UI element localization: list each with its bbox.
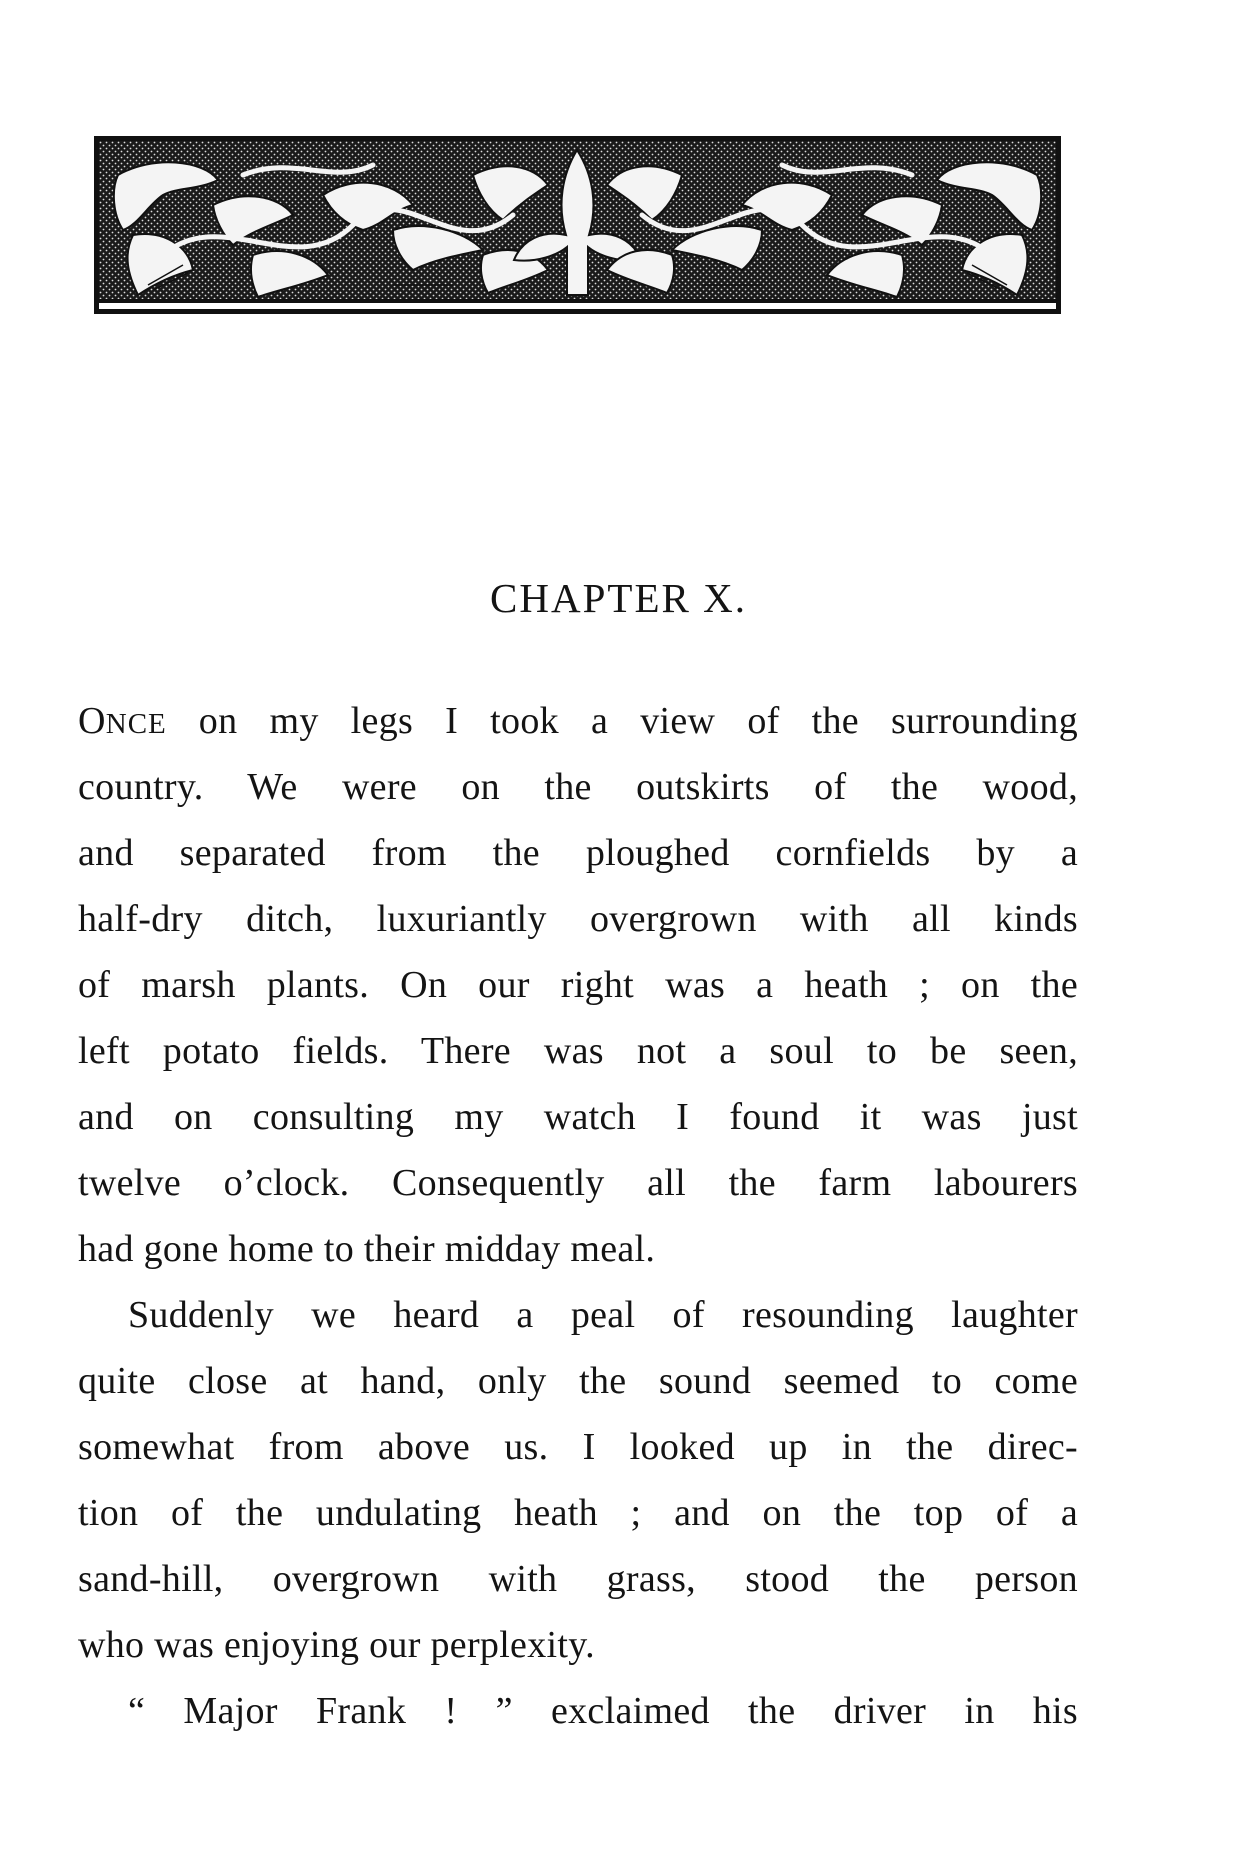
text-line: of marsh plants. On our right was a heath ; on the — [78, 964, 1078, 1006]
drop-word-small-caps: NCE — [105, 708, 167, 740]
ornamental-headpiece — [93, 135, 1062, 315]
text-line: quite close at hand, only the sound seemed to come — [78, 1360, 1078, 1402]
ornamental-headpiece-icon — [93, 135, 1062, 315]
text-line: tion of the undulating heath ; and on the top of a — [78, 1492, 1078, 1534]
text-line — [78, 688, 1078, 754]
text-line: and on consulting my watch I found it was just — [78, 1096, 1078, 1138]
text-line: had gone home to their midday meal. — [78, 1228, 656, 1270]
drop-word-initial: O — [78, 700, 106, 742]
text-line: and separated from the ploughed cornfields by a — [78, 832, 1078, 874]
text-line: Suddenly we heard a peal of resounding laughter — [128, 1294, 1078, 1336]
chapter-body — [78, 688, 1078, 1744]
line-text: on my legs I took a view of the surrounding — [166, 700, 1078, 742]
text-line: left potato fields. There was not a soul to be seen, — [78, 1030, 1078, 1072]
text-line: who was enjoying our perplexity. — [78, 1624, 595, 1666]
text-line: “ Major Frank ! ” exclaimed the driver in his — [128, 1690, 1078, 1732]
text-line: somewhat from above us. I looked up in the direc- — [78, 1426, 1078, 1468]
text-line: sand-hill, overgrown with grass, stood the person — [78, 1558, 1078, 1600]
text-line: half-dry ditch, luxuriantly overgrown with all kinds — [78, 898, 1078, 940]
text-line: country. We were on the outskirts of the wood, — [78, 766, 1078, 808]
chapter-title: CHAPTER X. — [490, 575, 747, 621]
text-line: twelve o’clock. Consequently all the farm labourers — [78, 1162, 1078, 1204]
